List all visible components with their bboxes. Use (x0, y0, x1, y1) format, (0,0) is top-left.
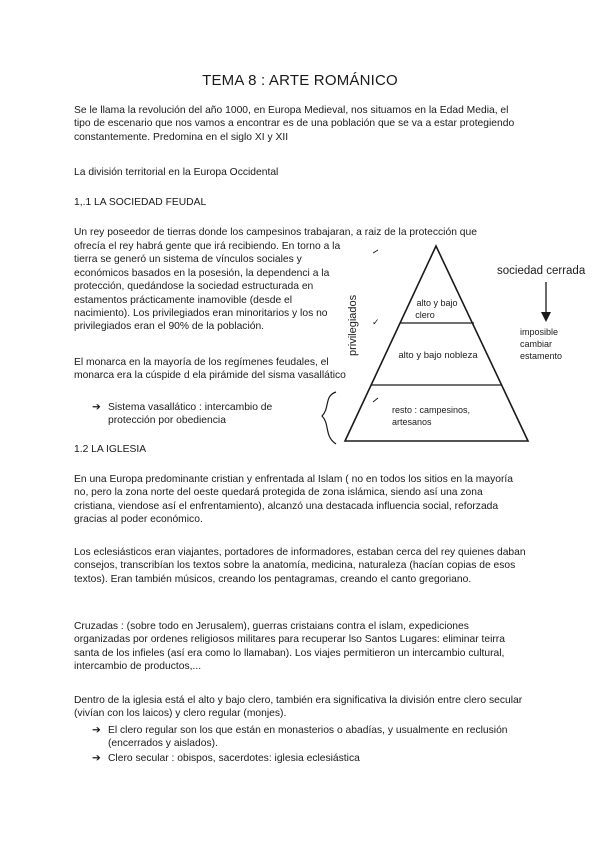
arrow-bullet-icon: ➔ (92, 753, 101, 764)
pyramid-outline (345, 246, 528, 441)
section-heading-iglesia: 1.2 LA IGLESIA (74, 444, 147, 455)
arrow-bullet-icon: ➔ (92, 402, 101, 413)
intro-paragraph: Se le llama la revolución del año 1000, en Europa Medieval, nos situamos en la Edad Media, el tipo de escenario que nos vamos a encontrar es de una población que se va a estar protegiendo constantemente. Predomina en el siglo XI y XII (74, 105, 515, 143)
pyramid-top-tier-line1: alto y bajo (416, 298, 458, 308)
monarca-paragraph: El monarca en la mayoría de los regímenes feudales, el monarca era la cúspide d ela pirámide del sisma vasallático (74, 357, 346, 382)
pen-mark-bottom (373, 398, 378, 402)
pyramid-bottom-tier-line2: artesanos (392, 417, 432, 427)
pen-mark-top (373, 250, 378, 253)
cruzadas-paragraph: Cruzadas : (sobre todo en Jerusalem), guerras cristaians contra el islam, expediciones organizadas por ordenes religiosos militares para recuperar lso Santos Lugares: eliminar teirra santa de los infieles (así era como lo llamaban). Los viajes permitieron un intercambio cultural, intercambio de productos,... (74, 621, 505, 673)
arrow-bullet-icon: ➔ (92, 725, 101, 736)
pyramid-top-tier-line2: clero (415, 310, 435, 320)
right-note-line3: estamento (520, 351, 563, 361)
bullet-clero-secular (92, 752, 524, 765)
section-heading-feudal: 1,.1 LA SOCIEDAD FEUDAL (74, 197, 207, 208)
sociedad-cerrada-label: sociedad cerrada (497, 265, 586, 277)
down-arrow-icon (541, 312, 551, 322)
right-note-line1: imposible (520, 327, 559, 337)
iglesia-paragraph-2: Los eclesiásticos eran viajantes, portadores de informadores, estaban cerca del rey quienes daban consejos, transcribían los textos sobre la anatomía, medicina, naturaleza (hacían copias de esos textos). Eran también músicos, creando los pentagramas, creando el canto gregoriano. (74, 547, 526, 585)
curly-brace-icon (322, 392, 336, 444)
bullet-vasallatico (92, 401, 312, 428)
pyramid-side-label: privilegiados (347, 294, 359, 356)
bullet-vasallatico-text: Sistema vasallático : intercambio de protección por obediencia (108, 402, 273, 427)
iglesia-paragraph-1: En una Europa predominante cristian y enfrentada al Islam ( no en todos los sitios en la mayoría no, pero la zona norte del oeste quedará protegida de zona islámica, siendo así una zona cristiana, viendose así el enfrentamiento), alcanzó una destacada influencia social, reforzada gracias al poder económico. (74, 474, 514, 526)
pyramid-side-mark: ✓ (372, 317, 380, 327)
page-title: TEMA 8 : ARTE ROMÁNICO (202, 72, 398, 89)
bullet-clero-secular-text: Clero secular : obispos, sacerdotes: iglesia eclesiástica (108, 753, 360, 764)
clero-paragraph: Dentro de la iglesia está el alto y bajo clero, también era significativa la división entre clero secular (vivían con los laicos) y clero regular (monjes). (74, 695, 523, 720)
division-title: La división territorial en la Europa Occidental (74, 167, 279, 178)
bullet-clero-regular (92, 724, 524, 751)
feudal-paragraph: ofrecía el rey habrá gente que irá recibiendo. En torno a la tierra se generó un sistema de vínculos sociales y económicos basados en la posesión, la dependenci a la protección, quedándose la sociedad estructurada en estamentos prácticamente inamovible (desde el nacimiento). Los privilegiados eran minoritarios y los no privilegiados eran el 90% de la población. (74, 241, 341, 333)
feudal-paragraph-line1: Un rey poseedor de tierras donde los campesinos trabajaran, a raiz de la protección que (74, 227, 477, 238)
right-note-line2: cambiar (520, 339, 553, 349)
pyramid-middle-tier: alto y bajo nobleza (398, 350, 478, 361)
pyramid-bottom-tier-line1: resto : campesinos, (392, 405, 471, 415)
bullet-clero-regular-text: El clero regular son los que están en monasterios o abadías, y usualmente en reclusión (encerrados y aislados). (108, 725, 508, 750)
